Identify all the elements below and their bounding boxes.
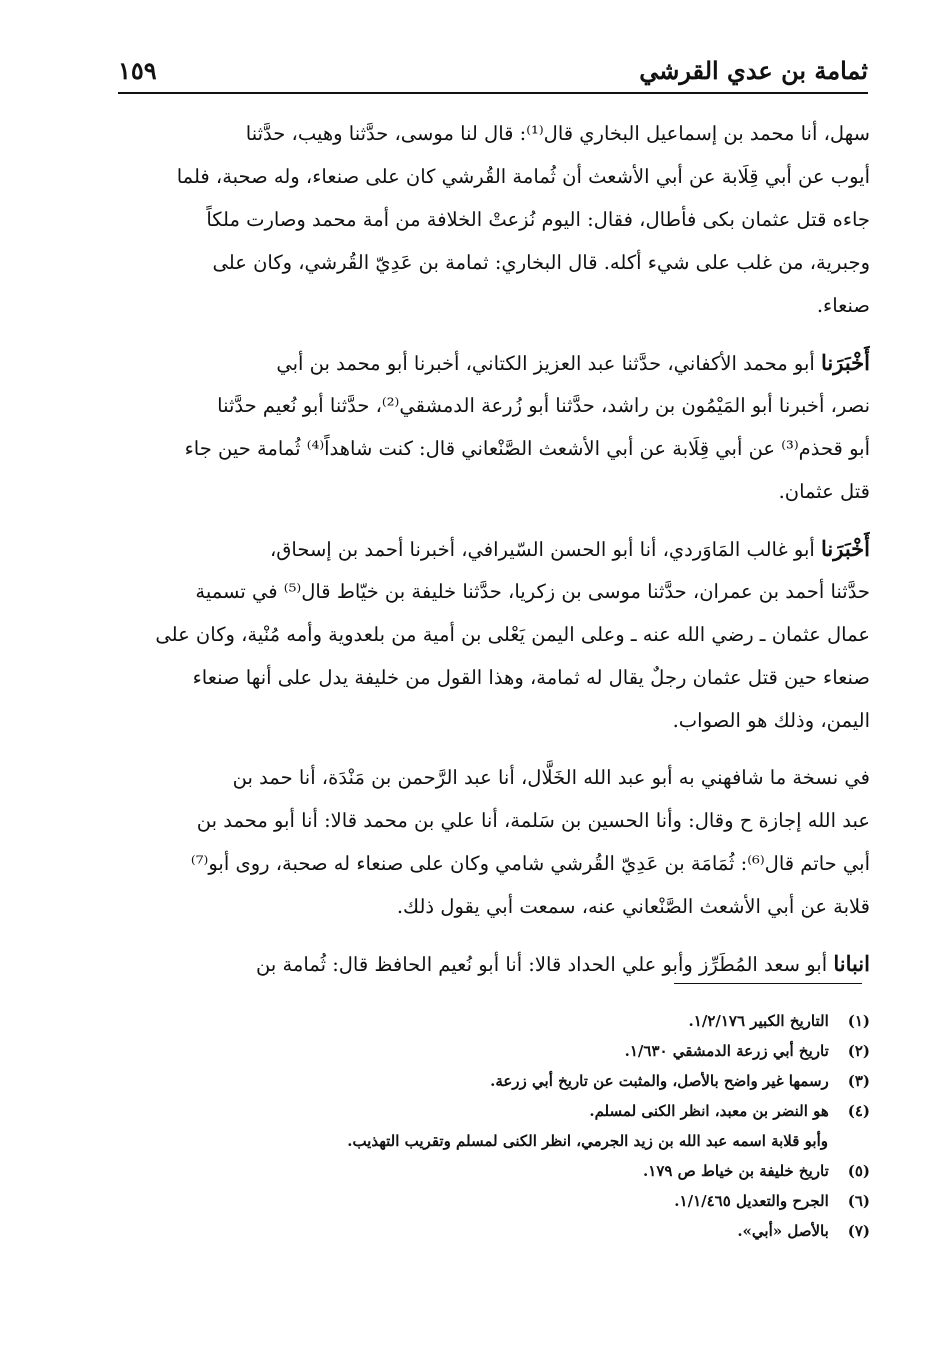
line-text: سهل، أنا محمد بن إسماعيل البخاري قال⁽¹⁾: قال لنا موسى، حدَّثنا وهيب، حدَّثنا	[245, 122, 870, 145]
footnote	[180, 1036, 870, 1066]
footnote	[180, 1216, 870, 1246]
footnote-text: بالأصل «أبي».	[737, 1222, 829, 1240]
footnote-number: (٢)	[847, 1042, 870, 1060]
text-line	[110, 885, 870, 928]
text-line	[110, 799, 870, 842]
footnote-number: (٧)	[847, 1222, 870, 1240]
line-text: أبو محمد الأكفاني، حدَّثنا عبد العزيز الكتاني، أخبرنا أبو محمد بن أبي	[276, 352, 815, 375]
line-text: أبو سعد المُطَرِّز وأبو علي الحداد قالا: أنا أبو نُعيم الحافظ قال: ثُمامة بن	[255, 953, 828, 976]
footnote	[180, 1066, 870, 1096]
text-line	[110, 198, 870, 241]
footnote-separator	[674, 983, 862, 984]
footnote-number: (٦)	[847, 1192, 870, 1210]
line-text: صنعاء.	[816, 294, 870, 317]
paragraph	[110, 341, 870, 513]
line-text: صنعاء حين قتل عثمان رجلٌ يقال له ثمامة، وهذا القول من خليفة يدل على أنها صنعاء	[192, 666, 870, 689]
line-text: وجبرية، من غلب على شيء أكله. قال البخاري: ثمامة بن عَدِيّ القُرشي، وكان على	[212, 251, 870, 274]
footnote-text: الجرح والتعديل ١/١/٤٦٥.	[674, 1192, 829, 1210]
paragraph	[110, 942, 870, 985]
isnad-lead-word: أَخْبَرَنا	[821, 536, 870, 561]
footnote-number: (٣)	[847, 1072, 870, 1090]
text-line	[110, 112, 870, 155]
text-line	[110, 241, 870, 284]
line-text: أيوب عن أبي قِلَابة عن أبي الأشعث أن ثُمامة القُرشي كان على صنعاء، وله صحبة، فلما	[176, 165, 870, 188]
line-text: أبي حاتم قال⁽⁶⁾: ثُمَامَة بن عَدِيّ القُرشي شامي وكان على صنعاء له صحبة، روى أبو⁽⁷⁾	[190, 852, 870, 875]
text-line	[110, 613, 870, 656]
footnote	[180, 1096, 870, 1126]
footnote-number: (٤)	[847, 1102, 870, 1120]
footnote	[180, 1006, 870, 1036]
footnote-text: تاريخ خليفة بن خياط ص ١٧٩.	[643, 1162, 829, 1180]
paragraph	[110, 756, 870, 928]
footnotes	[180, 1006, 870, 1246]
footnote-text: التاريخ الكبير ١/٢/١٧٦.	[688, 1012, 829, 1030]
text-line	[110, 470, 870, 513]
footnote	[180, 1186, 870, 1216]
line-text: أبو قحذم⁽³⁾ عن أبي قِلَابة عن أبي الأشعث الصَّنْعاني قال: كنت شاهداً⁽⁴⁾ ثُمامة حين جاء	[184, 437, 870, 460]
footnote-text: وأبو قلابة اسمه عبد الله بن زيد الجرمي، انظر الكنى لمسلم وتقريب التهذيب.	[347, 1132, 828, 1150]
text-line	[110, 942, 870, 985]
line-text: عبد الله إجازة ح وقال: وأنا الحسين بن سَلمة، أنا علي بن محمد قالا: أنا أبو محمد بن	[196, 809, 870, 832]
line-text: قلابة عن أبي الأشعث الصَّنْعاني عنه، سمعت أبي يقول ذلك.	[396, 895, 870, 918]
text-line	[110, 842, 870, 885]
footnote-number: (١)	[847, 1012, 870, 1030]
text-line	[110, 756, 870, 799]
text-line	[110, 527, 870, 570]
isnad-lead-word: أَخْبَرَنا	[821, 350, 870, 375]
paragraph	[110, 527, 870, 742]
footnote-text: رسمها غير واضح بالأصل، والمثبت عن تاريخ أبي زرعة.	[490, 1072, 829, 1090]
main-text	[110, 112, 870, 999]
footnote	[180, 1126, 870, 1156]
line-text: جاءه قتل عثمان بكى فأطال، فقال: اليوم نُزعتْ الخلافة من أمة محمد وصارت ملكاً	[206, 208, 870, 231]
line-text: في نسخة ما شافهني به أبو عبد الله الخَلَّال، أنا عبد الرَّحمن بن مَنْدَة، أنا حمد بن	[232, 766, 870, 789]
footnote-number: (٥)	[847, 1162, 870, 1180]
line-text: عمال عثمان ـ رضي الله عنه ـ وعلى اليمن يَعْلى بن أمية من بلعدوية وأمه مُنْية، وكان على	[155, 623, 870, 646]
page-number: ١٥٩	[118, 56, 157, 85]
line-text: حدَّثنا أحمد بن عمران، حدَّثنا موسى بن زكريا، حدَّثنا خليفة بن خيّاط قال⁽⁵⁾ في تسمية	[195, 580, 870, 603]
page-header	[118, 50, 868, 94]
text-line	[110, 384, 870, 427]
text-line	[110, 155, 870, 198]
footnote-text: هو النضر بن معبد، انظر الكنى لمسلم.	[589, 1102, 829, 1120]
text-line	[110, 656, 870, 699]
line-text: نصر، أخبرنا أبو المَيْمُون بن راشد، حدَّثنا أبو زُرعة الدمشقي⁽²⁾، حدَّثنا أبو نُعيم حدَّثنا	[217, 394, 870, 417]
text-line	[110, 699, 870, 742]
isnad-lead-word: انبانا	[833, 951, 870, 976]
line-text: قتل عثمان.	[778, 480, 870, 503]
text-line	[110, 570, 870, 613]
running-title: ثمامة بن عدي القرشي	[639, 56, 868, 85]
paragraph	[110, 112, 870, 327]
text-line	[110, 341, 870, 384]
text-line	[110, 427, 870, 470]
line-text: أبو غالب المَاوَردي، أنا أبو الحسن السّيرافي، أخبرنا أحمد بن إسحاق،	[270, 538, 815, 561]
footnote-text: تاريخ أبي زرعة الدمشقي ١/٦٣٠.	[624, 1042, 829, 1060]
line-text: اليمن، وذلك هو الصواب.	[672, 709, 870, 732]
footnote	[180, 1156, 870, 1186]
text-line	[110, 284, 870, 327]
